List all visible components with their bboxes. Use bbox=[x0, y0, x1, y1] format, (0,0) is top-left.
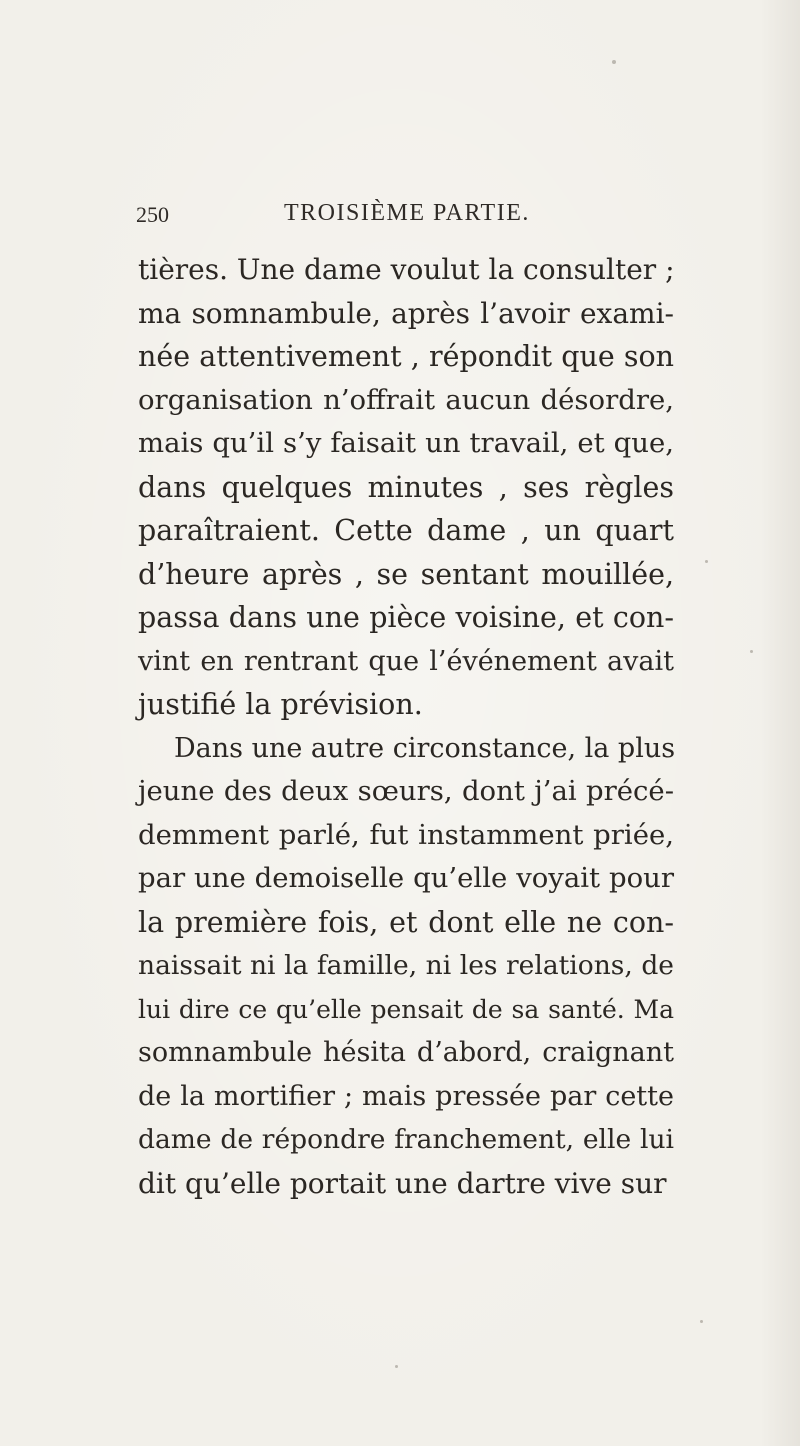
text-line: naissait ni la famille, ni les relations, de bbox=[138, 950, 674, 981]
text-line: paraîtraient. Cette dame , un quart bbox=[138, 514, 674, 547]
text-line: jeune des deux sœurs, dont j’ai précé- bbox=[138, 775, 674, 807]
paper-speck bbox=[750, 650, 753, 653]
page-header bbox=[136, 196, 656, 236]
text-line: dans quelques minutes , ses règles bbox=[138, 470, 674, 504]
text-line: demment parlé, fut instamment priée, bbox=[138, 818, 674, 851]
text-line: dit qu’elle portait une dartre vive sur bbox=[138, 1166, 667, 1200]
text-line: mais qu’il s’y faisait un travail, et que, bbox=[138, 427, 674, 459]
text-line: ma somnambule, après l’avoir exami- bbox=[138, 296, 674, 330]
running-head: TROISIÈME PARTIE. bbox=[284, 200, 530, 226]
text-line: de la mortifier ; mais pressée par cette bbox=[138, 1080, 674, 1112]
paper-speck bbox=[705, 560, 708, 563]
text-line: lui dire ce qu’elle pensait de sa santé. Ma bbox=[138, 994, 674, 1024]
text-line: d’heure après , se sentant mouillée, bbox=[138, 557, 674, 591]
text-line: par une demoiselle qu’elle voyait pour bbox=[138, 862, 674, 894]
text-line: Dans une autre circonstance, la plus bbox=[174, 732, 676, 764]
text-line: tières. Une dame voulut la consulter ; bbox=[138, 253, 675, 286]
body-text bbox=[138, 248, 674, 1205]
paragraph bbox=[138, 727, 674, 1206]
text-line: justifié la prévision. bbox=[138, 688, 423, 721]
text-line: née attentivement , répondit que son bbox=[138, 340, 674, 373]
text-line: vint en rentrant que l’événement avait bbox=[138, 645, 674, 677]
paper-speck bbox=[700, 1320, 703, 1323]
paper-speck bbox=[395, 1365, 398, 1368]
paragraph bbox=[138, 248, 674, 727]
text-line: dame de répondre franchement, elle lui bbox=[138, 1124, 674, 1155]
page-number: 250 bbox=[136, 202, 169, 227]
paper-speck bbox=[612, 60, 616, 64]
text-line: la première fois, et dont elle ne con- bbox=[138, 905, 674, 939]
text-line: organisation n’offrait aucun désordre, bbox=[138, 383, 674, 416]
text-line: passa dans une pièce voisine, et con- bbox=[138, 601, 674, 634]
text-line: somnambule hésita d’abord, craignant bbox=[138, 1037, 674, 1068]
